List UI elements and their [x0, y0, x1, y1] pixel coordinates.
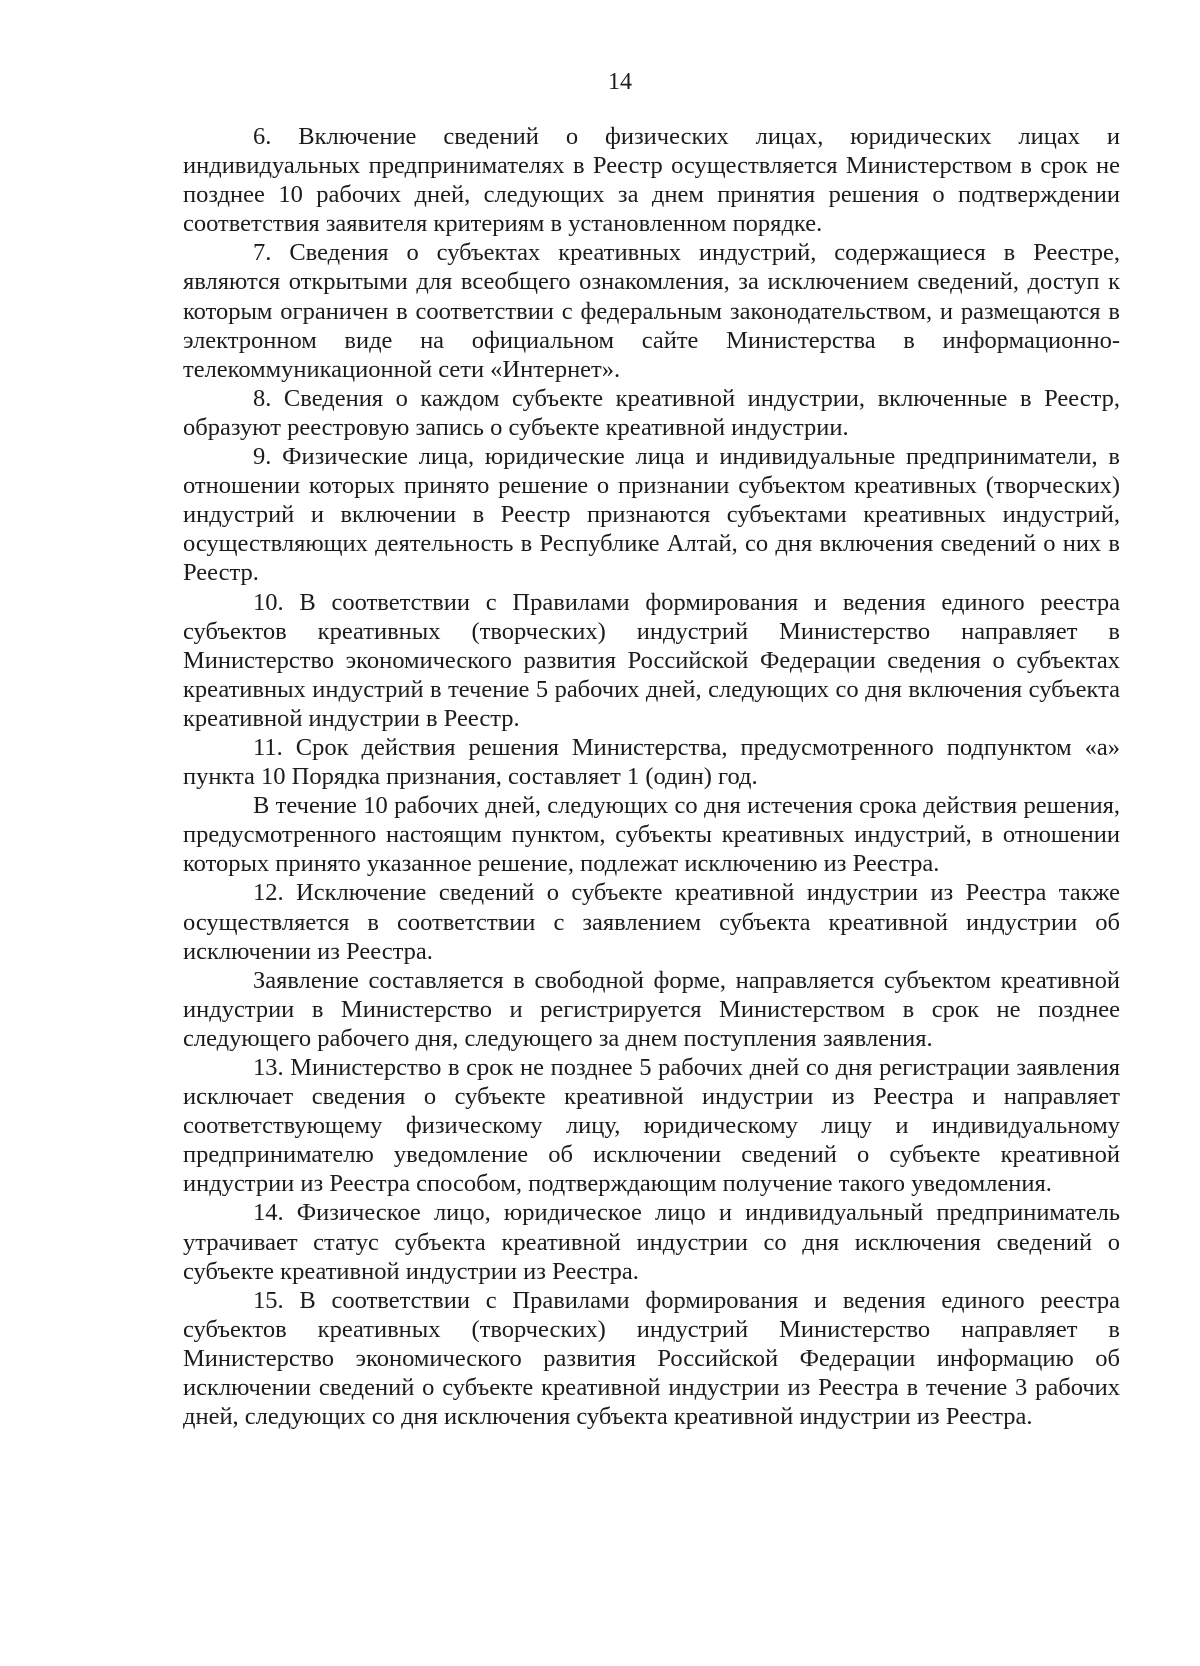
paragraph-item-8: 8. Сведения о каждом субъекте креативной индустрии, включенные в Реестр, образуют реестровую запись о субъекте креативной индустрии. [183, 384, 1120, 441]
paragraph-item-13: 13. Министерство в срок не позднее 5 рабочих дней со дня регистрации заявления исключает сведения о субъекте креативной индустрии из Реестра и направляет соответствующему физическому лицу, юридическому лицу и индивидуальному предпринимателю уведомление об исключении сведений о субъекте креативной индустрии из Реестра способом, подтверждающим получение такого уведомления. [183, 1054, 1120, 1198]
paragraph-item-15: 15. В соответствии с Правилами формирования и ведения единого реестра субъектов креативных (творческих) индустрий Министерство направляет в Министерство экономического развития Российской Федерации информацию об исключении сведений о субъекте креативной индустрии из Реестра в течение 3 рабочих дней, следующих со дня исключения субъекта креативной индустрии из Реестра. [183, 1286, 1120, 1431]
paragraph-item-7: 7. Сведения о субъектах креативных индустрий, содержащиеся в Реестре, являются открытыми для всеобщего ознакомления, за исключением сведений, доступ к которым ограничен в соответствии с федеральным законодательством, и размещаются в электронном виде на официальном сайте Министерства в информационно-телекоммуникационной сети «Интернет». [183, 239, 1120, 383]
paragraph-item-9: 9. Физические лица, юридические лица и индивидуальные предприниматели, в отношении которых принято решение о признании субъектом креативных (творческих) индустрий и включении в Реестр признаются субъектами креативных индустрий, осуществляющих деятельность в Республике Алтай, со дня включения сведений о них в Реестр. [183, 443, 1120, 587]
paragraph-item-14: 14. Физическое лицо, юридическое лицо и индивидуальный предприниматель утрачивает статус субъекта креативной индустрии со дня исключения сведений о субъекте креативной индустрии из Реестра. [183, 1199, 1120, 1285]
page-number: 14 [608, 69, 632, 95]
paragraph-item-6: 6. Включение сведений о физических лицах, юридических лицах и индивидуальных предпринимателях в Реестр осуществляется Министерством в срок не позднее 10 рабочих дней, следующих за днем принятия решения о подтверждении соответствия заявителя критериям в установленном порядке. [183, 123, 1120, 238]
document-body [183, 122, 1120, 1431]
paragraph-item-11: 11. Срок действия решения Министерства, предусмотренного подпунктом «а» пункта 10 Порядка признания, составляет 1 (один) год. [183, 733, 1120, 791]
paragraph-item-10: 10. В соответствии с Правилами формирования и ведения единого реестра субъектов креативных (творческих) индустрий Министерство направляет в Министерство экономического развития Российской Федерации сведения о субъектах креативных индустрий в течение 5 рабочих дней, следующих со дня включения субъекта креативной индустрии в Реестр. [183, 588, 1120, 732]
paragraph-item-12: 12. Исключение сведений о субъекте креативной индустрии из Реестра также осуществляется в соответствии с заявлением субъекта креативной индустрии об исключении из Реестра. [183, 879, 1120, 965]
paragraph-item-12-continuation: Заявление составляется в свободной форме, направляется субъектом креативной индустрии в Министерство и регистрируется Министерством в срок не позднее следующего рабочего дня, следующего за днем поступления заявления. [183, 966, 1120, 1052]
paragraph-item-11-continuation: В течение 10 рабочих дней, следующих со дня истечения срока действия решения, предусмотренного настоящим пунктом, субъекты креативных индустрий, в отношении которых принято указанное решение, подлежат исключению из Реестра. [183, 792, 1120, 878]
